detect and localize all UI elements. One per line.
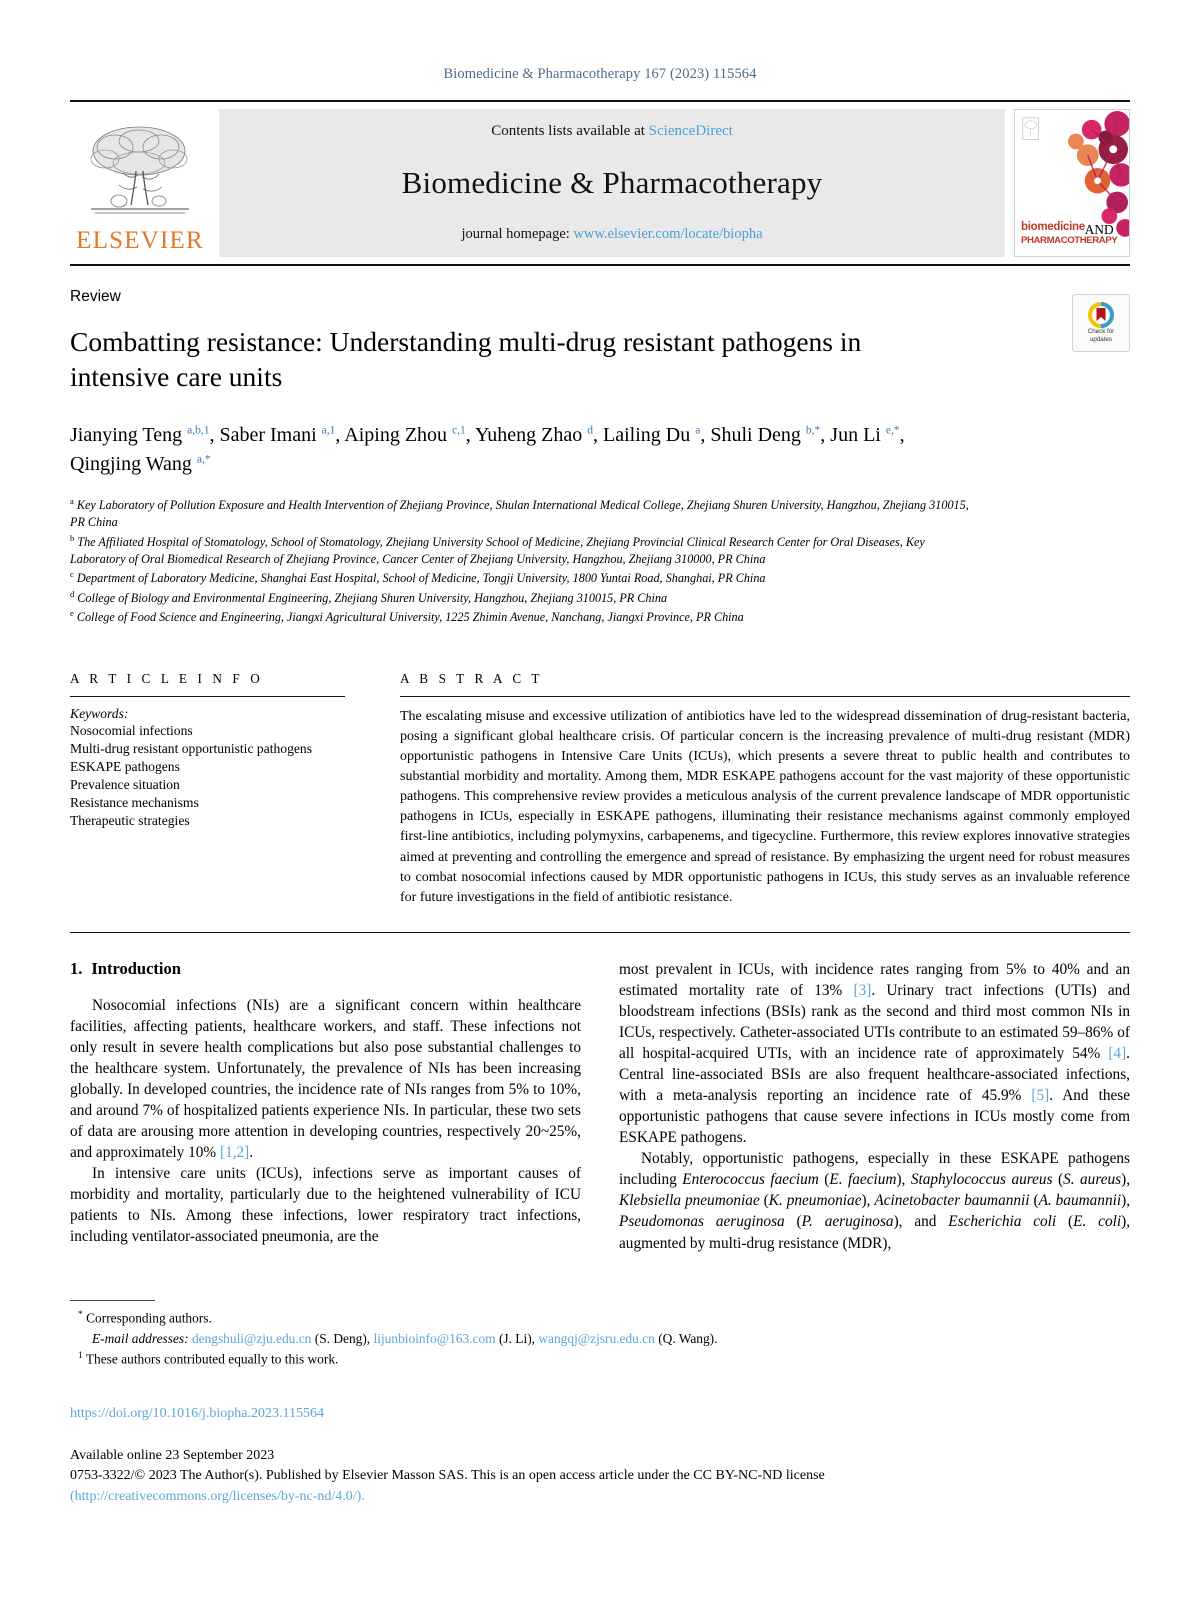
- citation-ref-5[interactable]: [5]: [1031, 1087, 1050, 1105]
- keyword-item: Nosocomial infections: [70, 723, 193, 739]
- affiliation-text-d: College of Biology and Environmental Engineering, Zhejiang Shuren University, Hangzhou, Zhejiang 310015, PR China: [77, 590, 668, 605]
- body-column-right: [619, 959, 1130, 1253]
- journal-title: Biomedicine & Pharmacotherapy: [401, 165, 823, 200]
- contents-prefix: Contents lists available at: [491, 123, 649, 139]
- journal-homepage-line: [461, 226, 762, 243]
- doi-url[interactable]: https://doi.org/10.1016/j.biopha.2023.115564: [70, 1406, 324, 1421]
- crossmark-icon: [1088, 302, 1114, 328]
- author-list: Jianying Teng $^{a,b,1}$, Saber Imani $^{a,1}$, Aiping Zhou $^{c,1}$, Yuheng Zhao $^d$, Lailing Du $^a$, Shuli Deng $^{b,*}$, Jun Li $^{e,*}$, Qingjing Wang $^{a,*}$: [70, 423, 905, 475]
- affiliation-marker-a: a: [70, 495, 74, 506]
- intro-p3-seg-c: . Central line-associated BSIs are also frequent healthcare-associated infections, with a meta-analysis reporting an incidence rate of 45.9%: [619, 1045, 1130, 1105]
- cover-wordmark: [1021, 218, 1117, 246]
- affiliation-text-c: Department of Laboratory Medicine, Shanghai East Hospital, School of Medicine, Tongji University, 1800 Yuntai Road, Shanghai, PR China: [76, 571, 766, 586]
- crossmark-label-line2: updates: [1089, 336, 1113, 343]
- intro-paragraph-1-text: Nosocomial infections (NIs) are a significant concern within healthcare facilities, affecting patients, healthcare workers, and staff. These infections not only result in severe health complications but also pose substantial challenges to the healthcare system. Unfortunately, the prevalence of NIs has been increasing globally. In developed countries, the incidence rate of NIs ranges from 5% to 10%, and around 7% of hospitalized patients experience NIs. In particular, these two sets of data are arousing more attention in developing countries, respectively 20~25%, and approximately 10%: [70, 997, 581, 1162]
- intro-paragraph-2: In intensive care units (ICUs), infections serve as important causes of morbidity and mortality, particularly due to the heightened vulnerability of ICU patients to NIs. Among these infections, lower respiratory tract infections, including ventilator-associated pneumonia, are the: [70, 1165, 581, 1246]
- email-owner-li: (J. Li),: [498, 1330, 536, 1346]
- section-divider: [70, 932, 1130, 933]
- intro-paragraph-4: Notably, opportunistic pathogens, especially in these ESKAPE pathogens including Enterococcus faecium (E. faecium), Staphylococcus aureus (S. aureus), Klebsiella pneumoniae (K. pneumoniae), Acinetobacter baumannii (A. baumannii), Pseudomonas aeruginosa (P. aeruginosa), and Escherichia coli (E. coli), augmented by multi-drug resistance (MDR),: [619, 1150, 1131, 1252]
- masthead-center-panel: [219, 109, 1005, 257]
- footnote-equal-contribution: [70, 1349, 1130, 1370]
- footnote-area: [70, 1300, 1130, 1369]
- article-info-heading: A R T I C L E I N F O: [70, 670, 264, 686]
- homepage-prefix: journal homepage:: [461, 226, 574, 242]
- available-online-date: Available online 23 September 2023: [70, 1448, 275, 1463]
- email-addresses-label: E-mail addresses:: [92, 1330, 189, 1346]
- citation-ref-3[interactable]: [3]: [853, 982, 872, 1000]
- doi-link[interactable]: [70, 1406, 324, 1422]
- keyword-item: ESKAPE pathogens: [70, 759, 180, 775]
- affiliation-a: [70, 495, 975, 532]
- footnote-equal-text: These authors contributed equally to this work.: [85, 1351, 339, 1367]
- crossmark-badge[interactable]: [1072, 294, 1130, 352]
- section-number: 1.: [70, 959, 83, 979]
- journal-masthead: [70, 100, 1130, 266]
- keyword-item: Multi-drug resistant opportunistic pathogens: [70, 741, 313, 757]
- publication-footer: [70, 1446, 1130, 1507]
- affiliation-text-a: Key Laboratory of Pollution Exposure and Health Intervention of Zhejiang Province, Shulan International Medical College, Zhejiang Shuren University, Hangzhou, Zhejiang 310015, PR China: [70, 498, 969, 530]
- document-type: Review: [70, 288, 121, 305]
- email-owner-wang: (Q. Wang).: [658, 1330, 718, 1346]
- body-column-left: [70, 959, 581, 1253]
- keyword-item: Therapeutic strategies: [70, 813, 190, 829]
- abstract-text: The escalating misuse and excessive utilization of antibiotics have led to the widespread dissemination of drug-resistant bacteria, posing a significant global healthcare crisis. Of particular concern is the increasing prevalence of multi-drug resistant (MDR) opportunistic pathogens in Intensive Care Units (ICUs), which presents a severe threat to public health and contributes to substantial morbidity and mortality. Among them, MDR ESKAPE pathogens account for the vast majority of these opportunistic pathogens. This comprehensive review provides a meticulous analysis of the current prevalence landscape of MDR opportunistic pathogens in ICUs, especially in ESKAPE pathogens, illuminating their resistance mechanisms against commonly employed first-line antibiotics, including polymyxins, carbapenems, and tigecycline. Furthermore, this review explores innovative strategies aimed at preventing and controlling the emergence and spread of resistance. By emphasizing the urgent need for robust measures to combat nosocomial infections caused by MDR opportunistic pathogens in ICUs, this study serves as an invaluable reference for future investigations in the field of antibiotic resistance.: [400, 708, 1130, 905]
- footnote-marker-one: 1: [78, 1350, 83, 1361]
- affiliation-marker-b: b: [70, 532, 75, 543]
- article-header: [70, 288, 1130, 1254]
- elsevier-tree-icon: [81, 121, 199, 225]
- keyword-item: Resistance mechanisms: [70, 795, 199, 811]
- affiliation-text-e: College of Food Science and Engineering, Jiangxi Agricultural University, 1225 Zhimin Avenue, Nanchang, Jiangxi Province, PR China: [76, 610, 744, 625]
- citation-ref-1-2[interactable]: [1,2]: [219, 1144, 250, 1162]
- info-abstract-region: [70, 671, 1130, 909]
- intro-p3-seg-b: . Urinary tract infections (UTIs) and bloodstream infections (BSIs) rank as the second and third most common NIs in ICUs, respectively. Catheter-associated UTIs contribute to an estimated 59–86% of all hospital-acquired UTIs, with an incidence rate of approximately 54%: [619, 982, 1130, 1063]
- footnote-emails: [70, 1329, 1130, 1349]
- section-label: Introduction: [91, 959, 181, 979]
- cover-wordmark-and: AND: [1084, 222, 1114, 238]
- intro-paragraph-3: [619, 959, 1130, 1148]
- cover-wordmark-line1: biomedicine: [1021, 220, 1085, 233]
- article-body: [70, 959, 1130, 1253]
- abstract-heading: A B S T R A C T: [400, 670, 544, 686]
- elsevier-logo: [70, 109, 210, 257]
- email-owner-deng: (S. Deng),: [314, 1330, 371, 1346]
- affiliation-list: [70, 495, 975, 627]
- contents-available-line: [491, 123, 733, 140]
- license-url-link[interactable]: (http://creativecommons.org/licenses/by-nc-nd/4.0/).: [70, 1488, 365, 1504]
- keyword-list: [70, 697, 390, 831]
- article-info-column: [70, 671, 390, 909]
- email-link-deng[interactable]: dengshuli@zju.edu.cn: [191, 1330, 312, 1346]
- journal-cover-thumbnail: [1014, 109, 1130, 257]
- elsevier-wordmark: ELSEVIER: [76, 227, 204, 254]
- citation-ref-4[interactable]: [4]: [1108, 1045, 1127, 1063]
- footnote-rule: [70, 1300, 155, 1301]
- intro-paragraph-1: Nosocomial infections (NIs) are a significant concern within healthcare facilities, affecting patients, healthcare workers, and staff. These infections not only result in severe health complications but also pose substantial challenges to the healthcare system. Unfortunately, the prevalence of NIs has been increasing globally. In developed countries, the incidence rate of NIs ranges from 5% to 10%, and around 7% of hospitalized patients experience NIs. In particular, these two sets of data are arousing more attention in developing countries, respectively 20~25%, and approximately 10% [1,2].: [70, 997, 581, 1162]
- intro-p3-seg-d: . And these opportunistic pathogens that cause severe infections in ICUs mostly come from ESKAPE pathogens.: [619, 1087, 1131, 1147]
- journal-homepage-link[interactable]: www.elsevier.com/locate/biopha: [573, 226, 763, 242]
- abstract-column: [390, 671, 1130, 909]
- affiliation-c: [70, 568, 975, 587]
- sciencedirect-link[interactable]: ScienceDirect: [648, 123, 733, 139]
- affiliation-d: [70, 588, 975, 607]
- running-head: Biomedicine & Pharmacotherapy 167 (2023) 115564: [443, 66, 757, 82]
- footnote-corresponding-text: Corresponding authors.: [86, 1310, 212, 1326]
- license-url[interactable]: [70, 1487, 1130, 1507]
- keyword-item: Prevalence situation: [70, 777, 180, 793]
- email-link-wang[interactable]: wangqj@zjsru.edu.cn: [538, 1330, 655, 1346]
- copyright-license-text: 0753-3322/© 2023 The Author(s). Published by Elsevier Masson SAS. This is an open access article under the CC BY-NC-ND license: [70, 1468, 825, 1484]
- affiliation-b: [70, 532, 975, 569]
- crossmark-label-line1: Check for: [1087, 328, 1115, 336]
- affiliation-text-b: The Affiliated Hospital of Stomatology, School of Stomatology, Zhejiang University School of Medicine, Zhejiang Provincial Clinical Research Center for Oral Diseases, Key Laboratory of Oral Biomedical Research of Zhejiang Province, Cancer Center of Zhejiang University, Hangzhou, Zhejiang 310000, PR China: [70, 534, 925, 567]
- footnote-marker-asterisk: *: [78, 1310, 83, 1320]
- affiliation-marker-e: e: [70, 608, 74, 619]
- page-title: Combatting resistance: Understanding multi-drug resistant pathogens in intensive care units: [70, 326, 862, 393]
- affiliation-marker-c: c: [70, 569, 74, 580]
- affiliation-marker-d: d: [70, 588, 75, 599]
- email-link-li[interactable]: lijunbioinfo@163.com: [373, 1330, 496, 1346]
- section-title-introduction: [70, 959, 581, 979]
- footnote-corresponding: [70, 1308, 1130, 1329]
- intro-p3-seg-a: most prevalent in ICUs, with incidence rates ranging from 5% to 40% and an estimated mortality rate of 13%: [619, 961, 1130, 1000]
- keywords-label: Keywords:: [70, 705, 129, 721]
- cover-wordmark-line2: PHARMACOTHERAPY: [1021, 235, 1118, 247]
- affiliation-e: [70, 607, 975, 626]
